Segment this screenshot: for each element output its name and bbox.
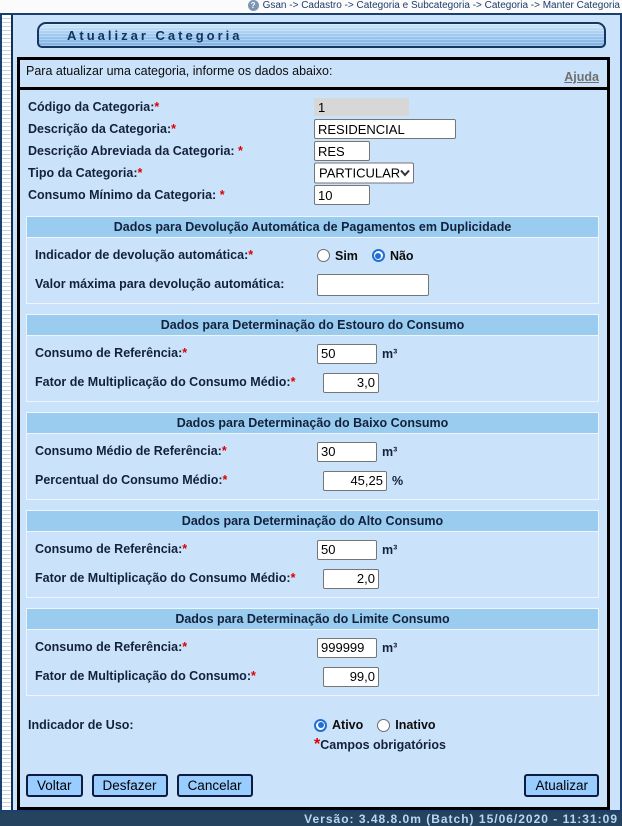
required-note-row: [24, 736, 601, 754]
chevron-down-icon: [400, 170, 410, 177]
unit-label: m³: [382, 640, 398, 655]
baixo-percentual-input[interactable]: [323, 471, 387, 491]
atualizar-button[interactable]: Atualizar: [524, 774, 599, 797]
codigo-categoria-row: [24, 96, 601, 118]
page-title: Atualizar Categoria: [67, 27, 243, 43]
radio-ativo-label[interactable]: Ativo: [332, 718, 364, 732]
consumo-minimo-label: Consumo Mínimo da Categoria: *: [28, 188, 225, 202]
tipo-categoria-row: [24, 162, 601, 184]
page-title-bar: [37, 22, 606, 48]
unit-label: %: [392, 473, 404, 488]
limite-consumo-referencia-label: Consumo de Referência:*: [35, 640, 188, 654]
baixo-percentual-label: Percentual do Consumo Médio:*: [35, 473, 228, 487]
consumo-minimo-input[interactable]: [314, 185, 370, 205]
indicador-devolucao-label: Indicador de devolução automática:*: [35, 248, 254, 262]
baixo-consumo-referencia-label: Consumo Médio de Referência:*: [35, 444, 227, 458]
section-devolucao-title: Dados para Devolução Automática de Pagamentos em Duplicidade: [27, 217, 598, 238]
ajuda-link[interactable]: Ajuda: [564, 70, 599, 84]
indicador-devolucao-row: [27, 241, 598, 270]
descricao-categoria-label: Descrição da Categoria:*: [28, 122, 176, 136]
baixo-percentual-row: [27, 466, 598, 495]
radio-nao-label[interactable]: Não: [389, 248, 414, 263]
estouro-consumo-referencia-input[interactable]: [317, 344, 377, 364]
descricao-categoria-input[interactable]: [314, 119, 456, 139]
section-estouro-title: Dados para Determinação do Estouro do Consumo: [27, 315, 598, 336]
section-baixo-title: Dados para Determinação do Baixo Consumo: [27, 413, 598, 434]
required-note: * Campos obrigatórios: [314, 736, 446, 753]
limite-fator-label: Fator de Multiplicação do Consumo:*: [35, 669, 256, 683]
button-row: [26, 774, 599, 797]
voltar-button[interactable]: Voltar: [26, 774, 83, 797]
radio-nao[interactable]: [372, 249, 385, 262]
estouro-fator-input[interactable]: [323, 373, 379, 393]
unit-label: m³: [382, 444, 398, 459]
page-body: [0, 15, 622, 812]
help-icon[interactable]: ?: [248, 0, 259, 11]
instruction-bar: [20, 60, 607, 90]
descricao-abreviada-row: [24, 140, 601, 162]
alto-fator-row: [27, 564, 598, 593]
estouro-fator-label: Fator de Multiplicação do Consumo Médio:*: [35, 375, 296, 389]
section-estouro: [26, 314, 599, 402]
codigo-categoria-field: [314, 98, 409, 116]
alto-fator-label: Fator de Multiplicação do Consumo Médio:*: [35, 571, 296, 585]
instruction-text: Para atualizar uma categoria, informe os dados abaixo:: [26, 64, 333, 78]
version-text: Versão: 3.48.8.0m (Batch) 15/06/2020 - 11:31:09: [304, 812, 618, 826]
form-frame: [17, 57, 610, 810]
alto-consumo-referencia-input[interactable]: [317, 540, 377, 560]
valor-maximo-row: [27, 270, 598, 299]
tipo-categoria-label: Tipo da Categoria:*: [28, 166, 143, 180]
breadcrumb[interactable]: Gsan -> Cadastro -> Categoria e Subcategoria -> Categoria -> Manter Categoria: [262, 0, 620, 11]
radio-sim-label[interactable]: Sim: [335, 248, 358, 263]
consumo-minimo-row: [24, 184, 601, 206]
estouro-consumo-referencia-row: [27, 339, 598, 368]
codigo-categoria-label: Código da Categoria:*: [28, 100, 160, 114]
baixo-consumo-referencia-row: [27, 437, 598, 466]
section-alto-title: Dados para Determinação do Alto Consumo: [27, 511, 598, 532]
left-gutter-decoration: [0, 15, 13, 810]
estouro-consumo-referencia-label: Consumo de Referência:*: [35, 346, 188, 360]
alto-fator-input[interactable]: [323, 569, 379, 589]
indicador-uso-label: Indicador de Uso:: [28, 718, 134, 732]
valor-maximo-label: Valor máxima para devolução automática:: [35, 277, 285, 291]
baixo-consumo-referencia-input[interactable]: [317, 442, 377, 462]
limite-consumo-referencia-input[interactable]: [317, 638, 377, 658]
descricao-abreviada-label: Descrição Abreviada da Categoria: *: [28, 144, 243, 158]
valor-maximo-input[interactable]: [317, 274, 429, 296]
alto-consumo-referencia-label: Consumo de Referência:*: [35, 542, 188, 556]
radio-inativo-label[interactable]: Inativo: [395, 718, 436, 732]
section-baixo: [26, 412, 599, 500]
cancelar-button[interactable]: Cancelar: [177, 774, 253, 797]
alto-consumo-referencia-row: [27, 535, 598, 564]
radio-ativo[interactable]: [314, 719, 327, 732]
estouro-fator-row: [27, 368, 598, 397]
unit-label: m³: [382, 542, 398, 557]
desfazer-button[interactable]: Desfazer: [92, 774, 168, 797]
breadcrumb-bar: [0, 0, 622, 15]
tipo-categoria-select[interactable]: PARTICULAR: [314, 163, 414, 184]
unit-label: m³: [382, 346, 398, 361]
indicador-uso-row: [24, 714, 601, 736]
section-limite: [26, 608, 599, 696]
section-alto: [26, 510, 599, 598]
limite-fator-row: [27, 662, 598, 691]
form-body: [20, 90, 607, 807]
section-devolucao: [26, 216, 599, 304]
section-limite-title: Dados para Determinação do Limite Consumo: [27, 609, 598, 630]
version-bar: [0, 812, 622, 826]
radio-sim[interactable]: [317, 249, 330, 262]
radio-inativo[interactable]: [377, 719, 390, 732]
descricao-categoria-row: [24, 118, 601, 140]
limite-consumo-referencia-row: [27, 633, 598, 662]
descricao-abreviada-input[interactable]: [314, 141, 370, 161]
limite-fator-input[interactable]: [323, 667, 379, 687]
